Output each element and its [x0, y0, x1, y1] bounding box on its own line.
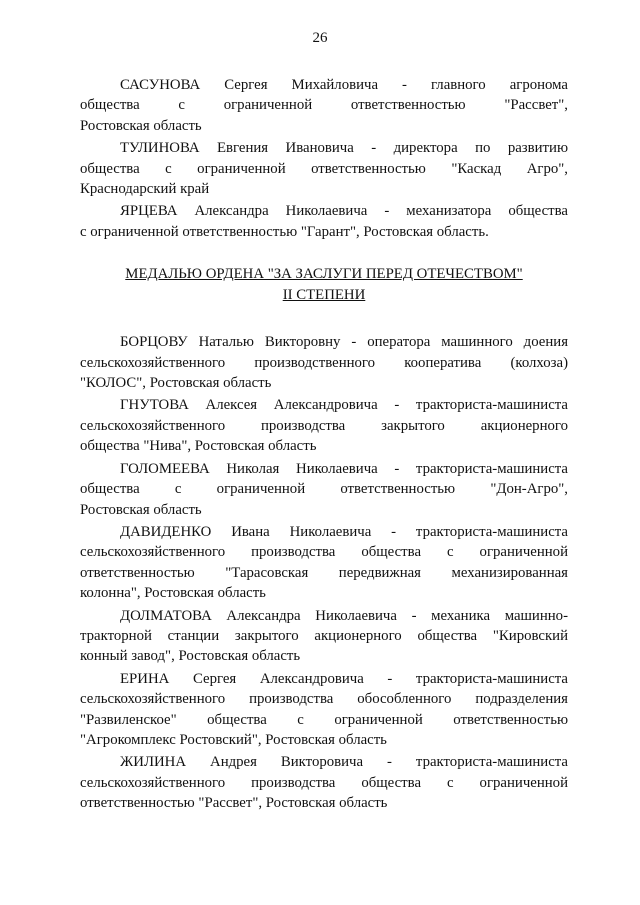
award-list-section-2 [80, 332, 568, 813]
entry-text-line: сельскохозяйственного производственного кооператива (колхоза) [80, 354, 568, 371]
entry-text-line: сельскохозяйственного производства общества с ограниченной [80, 774, 568, 791]
entry-text-line: колонна", Ростовская область [80, 585, 266, 602]
entry-text-line: ГОЛОМЕЕВА Николая Николаевича - тракториста-машиниста [120, 460, 568, 477]
entry-text-line: ГНУТОВА Алексея Александровича - тракториста-машиниста [120, 397, 568, 414]
award-entry [80, 522, 568, 604]
award-entry [80, 201, 568, 242]
entry-text-line: общества с ограниченной ответственностью "Дон-Агро", [80, 481, 568, 498]
document-body [80, 75, 568, 816]
entry-text-line: ДОЛМАТОВА Александра Николаевича - механика машинно- [120, 607, 568, 624]
entry-text-line: общества с ограниченной ответственностью "Рассвет", [80, 97, 568, 114]
entry-text-line: ТУЛИНОВА Евгения Ивановича - директора по развитию [120, 140, 568, 157]
entry-text-line: "Агрокомплекс Ростовский", Ростовская область [80, 731, 387, 748]
award-entry [80, 752, 568, 813]
entry-text-line: Ростовская область [80, 501, 202, 518]
entry-text-line: Краснодарский край [80, 181, 210, 198]
award-entry [80, 332, 568, 393]
entry-text-line: Ростовская область [80, 117, 202, 134]
entry-text-line: сельскохозяйственного производства закрытого акционерного [80, 417, 568, 434]
entry-text-line: ЯРЦЕВА Александра Николаевича - механизатора общества [120, 203, 568, 220]
entry-text-line: ДАВИДЕНКО Ивана Николаевича - тракториста-машиниста [120, 523, 568, 540]
award-list-section-1 [80, 75, 568, 242]
entry-text-line: с ограниченной ответственностью "Гарант", Ростовская область. [80, 223, 489, 240]
award-entry [80, 669, 568, 751]
entry-text-line: БОРЦОВУ Наталью Викторовну - оператора машинного доения [120, 334, 568, 351]
entry-text-line: тракторной станции закрытого акционерного общества "Кировский [80, 627, 568, 644]
award-entry [80, 459, 568, 520]
entry-text-line: ответственностью "Тарасовская передвижная механизированная [80, 564, 568, 581]
entry-text-line: сельскохозяйственного производства обособленного подразделения [80, 691, 568, 708]
award-entry [80, 138, 568, 199]
page-number: 26 [312, 30, 328, 46]
entry-text-line: общества с ограниченной ответственностью "Каскад Агро", [80, 160, 568, 177]
entry-text-line: САСУНОВА Сергея Михайловича - главного агронома [120, 77, 568, 93]
entry-text-line: ЕРИНА Сергея Александровича - тракториста-машиниста [120, 670, 568, 687]
award-entry [80, 606, 568, 667]
entry-text-line: ответственностью "Рассвет", Ростовская область [80, 795, 388, 812]
entry-text-line: конный завод", Ростовская область [80, 648, 301, 665]
entry-text-line: сельскохозяйственного производства общества с ограниченной [80, 544, 568, 561]
entry-text-line: "КОЛОС", Ростовская область [80, 375, 272, 392]
award-entry [80, 395, 568, 456]
entry-text-line: ЖИЛИНА Андрея Викторовича - тракториста-машиниста [120, 754, 568, 771]
section-heading [80, 264, 568, 306]
section-heading-line-1: МЕДАЛЬЮ ОРДЕНА "ЗА ЗАСЛУГИ ПЕРЕД ОТЕЧЕСТВОМ" [125, 266, 523, 283]
section-heading-line-2: II СТЕПЕНИ [282, 287, 366, 304]
award-entry [80, 75, 568, 136]
entry-text-line: общества "Нива", Ростовская область [80, 438, 317, 455]
entry-text-line: "Развиленское" общества с ограниченной ответственностью [80, 711, 568, 728]
